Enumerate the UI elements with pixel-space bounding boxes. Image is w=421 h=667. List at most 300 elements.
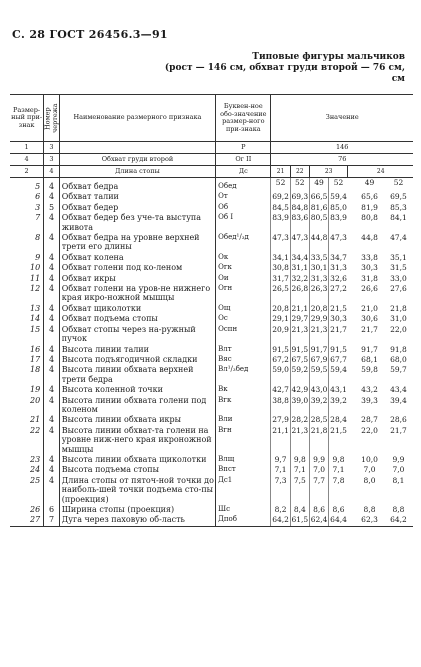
row-number: 23: [29, 454, 41, 464]
row-value: 27,2: [329, 284, 348, 304]
row-value: 84,5: [272, 202, 289, 212]
row-value: 22,0: [390, 324, 407, 334]
row-value: 26,3: [309, 284, 328, 304]
row-code: Об I: [216, 213, 271, 233]
row-value: 85,3: [390, 202, 407, 212]
row-number: 17: [29, 354, 41, 364]
row-value: 83,6: [290, 213, 309, 233]
row-value: 10,0: [361, 454, 378, 464]
row-number: 10: [29, 263, 41, 273]
row-gap: [348, 213, 355, 233]
row-gap: [348, 465, 355, 475]
table-row: [10, 396, 413, 416]
row-value: 26,6: [361, 284, 378, 294]
row-drawing: 4: [44, 233, 60, 253]
row-value: 7,0: [392, 465, 405, 475]
row-value: 29,1: [272, 314, 289, 324]
row-value: 9,8: [329, 455, 348, 465]
row-value: 21,8: [390, 303, 407, 313]
row-value: 80,8: [361, 213, 378, 223]
col-header-no: Размер-ный при-знак: [10, 95, 44, 142]
row-name: Ширина стопы (проекция): [59, 505, 215, 515]
row-value: 30,8: [272, 263, 289, 273]
row-code: Оспн: [216, 325, 271, 345]
row-value: 84,1: [390, 213, 407, 223]
table-row: [10, 203, 413, 213]
row-value: 49: [364, 178, 375, 187]
row-drawing: 5: [44, 203, 60, 213]
page-header: С. 28 ГОСТ 26456.3—91: [12, 28, 168, 41]
row-number: 16: [29, 344, 41, 354]
row-value: 62,4: [310, 515, 328, 525]
measurements-table: [10, 94, 413, 527]
row-value: 59,4: [330, 192, 347, 202]
row-gap: [348, 263, 355, 273]
row-value: 27,9: [272, 415, 289, 425]
row-value: 28,6: [390, 415, 407, 425]
row-value: 21,1: [291, 303, 309, 313]
row-value: 21,3: [290, 325, 309, 345]
row-drawing: 4: [44, 314, 60, 324]
table-body: [10, 178, 413, 527]
row-value: 69,5: [390, 192, 407, 202]
column-number-row: [10, 142, 413, 154]
row-number: 15: [29, 324, 41, 334]
colnum-3: [59, 142, 215, 154]
row-code: Огк: [216, 263, 271, 273]
table-row: [10, 178, 413, 193]
foot-size-24: 24: [348, 166, 413, 178]
row-drawing: 4: [44, 426, 60, 455]
row-value: 68,0: [390, 354, 407, 364]
table-row: [10, 314, 413, 324]
row-value: 26,5: [271, 284, 290, 304]
row-value: 8,2: [271, 505, 290, 515]
row-code: Ос: [216, 314, 271, 324]
row-drawing: 4: [44, 178, 60, 193]
row-value: 81,9: [361, 202, 378, 212]
row-value: 62,3: [355, 515, 384, 526]
row-name: Высота коленной точки: [59, 385, 215, 395]
row-value: 43,2: [361, 385, 378, 395]
row-value: 21,5: [330, 303, 347, 313]
row-gap: [348, 325, 355, 345]
row-number: 5: [35, 182, 41, 191]
meta-name: Длина стопы: [59, 166, 215, 178]
row-number: 9: [35, 252, 41, 262]
row-value: 44,8: [361, 233, 378, 243]
row-value: 29,9: [310, 314, 328, 324]
table-row: [10, 455, 413, 465]
row-gap: [348, 284, 355, 304]
row-value: 31,3: [310, 273, 328, 283]
row-code: Ощ: [216, 304, 271, 314]
row-value: 31,0: [390, 314, 407, 324]
row-name: Обхват талии: [59, 192, 215, 202]
row-number: 12: [29, 284, 41, 294]
row-code: Об: [216, 203, 271, 213]
row-value: 8,1: [392, 475, 405, 485]
row-code: Обед: [216, 178, 271, 193]
meta-code: Дс: [216, 166, 271, 178]
foot-size-23: 23: [309, 166, 347, 178]
row-code: Вк: [216, 385, 271, 395]
row-code: Вгк: [216, 396, 271, 416]
row-value: 9,8: [290, 455, 309, 465]
row-code: Дпоб: [216, 515, 271, 526]
row-gap: [348, 415, 355, 425]
row-name: Обхват бедра на уровне верхней трети его длины: [59, 233, 215, 253]
row-gap: [348, 203, 355, 213]
row-code: Вяс: [216, 355, 271, 365]
row-value: 28,7: [361, 415, 378, 425]
row-name: Обхват голени под ко-леном: [59, 263, 215, 273]
row-value: 33,5: [310, 252, 328, 262]
row-value: 9,7: [271, 455, 290, 465]
col-header-name: Наименование размерного признака: [59, 95, 215, 142]
row-drawing: 4: [44, 476, 60, 505]
table-row: [10, 426, 413, 455]
table-row: [10, 213, 413, 233]
meta-no: 2: [10, 166, 44, 178]
row-value: 8,8: [363, 505, 376, 514]
row-value: 85,0: [330, 202, 347, 212]
table-row: [10, 284, 413, 304]
row-value: 8,4: [290, 505, 309, 515]
row-gap: [348, 192, 355, 202]
row-name: Высота линии обхвата икры: [59, 415, 215, 425]
row-value: 69,3: [291, 192, 309, 202]
row-gap: [348, 455, 355, 465]
row-value: 33,8: [361, 252, 378, 262]
row-value: 81,6: [310, 202, 328, 212]
row-drawing: 4: [44, 325, 60, 345]
row-value: 7,1: [271, 465, 290, 475]
row-code: Впст: [216, 465, 271, 475]
row-name: Длина стопы от пяточ-ной точки до наиболь-шей точки подъема сто-пы (проекция): [59, 476, 215, 505]
row-code: Ок: [216, 253, 271, 263]
row-value: 9,9: [309, 455, 328, 465]
row-value: 91,5: [272, 344, 289, 354]
row-number: 14: [29, 314, 41, 324]
row-value: 64,2: [272, 515, 289, 525]
row-gap: [348, 396, 355, 416]
row-number: 7: [35, 213, 41, 223]
row-value: 91,7: [310, 344, 328, 354]
row-value: 21,7: [361, 324, 378, 334]
row-drawing: 4: [44, 213, 60, 233]
row-value: 29,7: [291, 314, 309, 324]
row-name: Высота подъема стопы: [59, 465, 215, 475]
row-value: 66,5: [310, 192, 328, 202]
row-value: 42,7: [272, 385, 289, 395]
row-value: 21,1: [271, 426, 290, 455]
caption-line-1: Типовые фигуры мальчиков: [252, 52, 405, 62]
row-name: Обхват подъема стопы: [59, 314, 215, 324]
table-row: [10, 415, 413, 425]
row-value: 80,5: [309, 213, 328, 233]
row-number: 26: [29, 505, 41, 514]
row-name: Высота линии обхвата верхней трети бедра: [59, 365, 215, 385]
row-value: 22,0: [361, 425, 378, 435]
row-gap: [348, 178, 355, 193]
row-value: 30,3: [361, 263, 378, 273]
row-value: 39,0: [290, 396, 309, 416]
row-value: 59,7: [390, 365, 407, 375]
row-code: Огн: [216, 284, 271, 304]
row-code: Обед¹/₃д: [216, 233, 271, 253]
row-value: 83,9: [271, 213, 290, 233]
row-value: 21,5: [329, 426, 348, 455]
row-code: Шс: [216, 505, 271, 515]
row-value: 59,2: [290, 365, 309, 385]
row-value: 52: [290, 178, 309, 193]
colnum-1: 1: [10, 142, 44, 154]
row-value: 21,7: [390, 425, 407, 435]
row-value: 31,7: [272, 273, 289, 283]
col-header-value: Значение: [271, 95, 413, 142]
row-value: 52: [271, 178, 290, 193]
row-name: Обхват колена: [59, 253, 215, 263]
row-value: 43,0: [310, 385, 328, 395]
row-value: 35,1: [390, 252, 407, 262]
row-drawing: 4: [44, 192, 60, 202]
row-value: 32,6: [330, 273, 347, 283]
row-name: Дуга через паховую об-ласть: [59, 515, 215, 526]
row-value: 39,2: [309, 396, 328, 416]
col-header-code: Буквен-ное обо-значение размер-ного при-знака: [216, 95, 271, 142]
row-name: Обхват щиколотки: [59, 304, 215, 314]
row-number: 13: [29, 303, 41, 313]
row-value: 65,6: [361, 192, 378, 202]
row-value: 69,2: [272, 192, 289, 202]
row-number: 24: [29, 465, 41, 475]
row-value: 34,7: [330, 252, 347, 262]
row-gap: [348, 426, 355, 455]
row-drawing: 4: [44, 385, 60, 395]
row-value: 7,0: [363, 465, 376, 475]
row-gap: [348, 355, 355, 365]
row-value: 49: [309, 178, 328, 193]
row-value: 39,3: [361, 395, 378, 405]
row-value: 83,9: [329, 213, 348, 233]
table-header-row: [10, 95, 413, 142]
colnum-2: 3: [44, 142, 60, 154]
row-value: 26,8: [290, 284, 309, 304]
row-value: 21,8: [309, 426, 328, 455]
foot-size-21: 21: [271, 166, 290, 178]
row-value: 34,1: [272, 252, 289, 262]
col-header-drawing: Номер чертежа: [44, 95, 60, 142]
row-value: 67,5: [291, 354, 309, 364]
row-value: 31,1: [291, 263, 309, 273]
row-value: 31,5: [390, 263, 407, 273]
row-value: 8,0: [363, 475, 376, 485]
meta-row-foot: [10, 166, 413, 178]
row-name: Обхват голени на уров-не нижнего края икро-ножной мышцы: [59, 284, 215, 304]
row-value: 59,0: [271, 365, 290, 385]
row-number: 21: [29, 415, 41, 425]
row-code: От: [216, 192, 271, 202]
row-gap: [348, 304, 355, 314]
row-drawing: 4: [44, 304, 60, 314]
row-name: Обхват бедра: [59, 178, 215, 193]
row-drawing: 4: [44, 345, 60, 355]
table-row: [10, 465, 413, 475]
row-number: 25: [29, 475, 41, 485]
row-code: Вл¹/₃бед: [216, 365, 271, 385]
row-value: 68,1: [361, 354, 378, 364]
row-value: 21,3: [309, 325, 328, 345]
table-caption: [105, 52, 405, 85]
row-drawing: 4: [44, 284, 60, 304]
row-gap: [348, 233, 355, 253]
row-value: 20,9: [271, 325, 290, 345]
row-value: 28,4: [330, 415, 347, 425]
row-value: 67,2: [272, 354, 289, 364]
meta-value: 76: [271, 154, 413, 166]
row-gap: [348, 345, 355, 355]
row-value: 20,8: [310, 303, 328, 313]
table-row: [10, 263, 413, 273]
row-value: 91,8: [390, 344, 407, 354]
row-value: 44,8: [309, 233, 328, 253]
row-gap: [348, 476, 355, 505]
row-value: 7,1: [329, 465, 348, 475]
row-value: 27,6: [390, 284, 407, 294]
row-value: 21,0: [361, 303, 378, 313]
row-value: 30,6: [361, 314, 378, 324]
row-gap: [348, 365, 355, 385]
row-value: 31,3: [330, 263, 347, 273]
row-gap: [348, 274, 355, 284]
row-value: 38,8: [271, 396, 290, 416]
foot-size-22: 22: [290, 166, 309, 178]
row-value: 43,4: [390, 385, 407, 395]
row-name: Обхват бедер без уче-та выступа живота: [59, 213, 215, 233]
row-drawing: 4: [44, 355, 60, 365]
row-gap: [348, 253, 355, 263]
row-value: 21,7: [329, 325, 348, 345]
table-row: [10, 505, 413, 515]
row-value: 59,5: [309, 365, 328, 385]
row-value: 59,8: [361, 365, 378, 375]
row-code: Дс1: [216, 476, 271, 505]
row-number: 19: [29, 385, 41, 395]
row-value: 8,6: [329, 505, 348, 515]
row-value: 39,4: [390, 395, 407, 405]
row-code: Вли: [216, 415, 271, 425]
row-value: 59,4: [329, 365, 348, 385]
row-number: 8: [35, 233, 41, 243]
row-name: Обхват стопы через на-ружный пучок: [59, 325, 215, 345]
table-row: [10, 355, 413, 365]
row-value: 91,5: [291, 344, 309, 354]
row-gap: [348, 505, 355, 515]
row-value: 31,8: [361, 273, 378, 283]
colnum-4: Р: [216, 142, 271, 154]
row-value: 21,3: [290, 426, 309, 455]
row-value: 52: [393, 178, 404, 187]
row-value: 28,5: [310, 415, 328, 425]
row-drawing: 4: [44, 465, 60, 475]
table-row: [10, 274, 413, 284]
table-row: [10, 192, 413, 202]
row-name: Обхват икры: [59, 274, 215, 284]
row-drawing: 4: [44, 396, 60, 416]
row-drawing: 4: [44, 274, 60, 284]
row-number: 27: [10, 515, 44, 526]
colnum-5: 146: [271, 142, 413, 154]
row-value: 20,8: [272, 303, 289, 313]
row-value: 64,4: [330, 515, 347, 525]
row-value: 7,8: [329, 476, 348, 505]
row-value: 30,1: [310, 263, 328, 273]
row-value: 67,9: [310, 354, 328, 364]
row-value: 34,4: [291, 252, 309, 262]
row-value: 7,1: [290, 465, 309, 475]
row-name: Обхват бедер: [59, 203, 215, 213]
row-value: 33,0: [390, 273, 407, 283]
table-row: [10, 253, 413, 263]
row-drawing: 6: [44, 505, 60, 515]
row-name: Высота линии талии: [59, 345, 215, 355]
row-value: 42,9: [291, 385, 309, 395]
row-value: 47,4: [390, 233, 407, 243]
row-number: 3: [35, 202, 41, 212]
row-code: Влт: [216, 345, 271, 355]
row-value: 7,7: [309, 476, 328, 505]
table-row: [10, 325, 413, 345]
meta-name: Обхват груди второй: [59, 154, 215, 166]
row-code: Ои: [216, 274, 271, 284]
row-value: 7,0: [309, 465, 328, 475]
row-drawing: 4: [44, 365, 60, 385]
row-name: Высота линии обхвата голени под коленом: [59, 396, 215, 416]
row-value: 7,3: [271, 476, 290, 505]
row-value: 32,2: [291, 273, 309, 283]
row-number: 6: [35, 192, 41, 202]
row-gap: [348, 385, 355, 395]
row-value: 67,7: [330, 354, 347, 364]
row-value: 47,3: [290, 233, 309, 253]
row-value: 8,6: [309, 505, 328, 515]
table-row: [10, 233, 413, 253]
row-value: 84,8: [291, 202, 309, 212]
row-drawing: 4: [44, 253, 60, 263]
meta-no: 4: [10, 154, 44, 166]
meta-code: Ог II: [216, 154, 271, 166]
row-value: 39,2: [329, 396, 348, 416]
row-number: 22: [29, 425, 41, 435]
meta-dr: 3: [44, 154, 60, 166]
row-number: 11: [29, 273, 41, 283]
meta-row-chest: [10, 154, 413, 166]
table-row: [10, 345, 413, 355]
row-drawing: 4: [44, 455, 60, 465]
row-code: Влщ: [216, 455, 271, 465]
table-row: [10, 385, 413, 395]
row-value: 28,2: [291, 415, 309, 425]
table-row: [10, 304, 413, 314]
table-row: [10, 515, 413, 526]
table-row: [10, 476, 413, 505]
row-name: Высота подъягодичной складки: [59, 355, 215, 365]
row-drawing: 4: [44, 415, 60, 425]
row-value: 64,2: [384, 515, 413, 526]
row-value: 8,8: [392, 505, 405, 514]
caption-unit: см: [391, 74, 405, 84]
